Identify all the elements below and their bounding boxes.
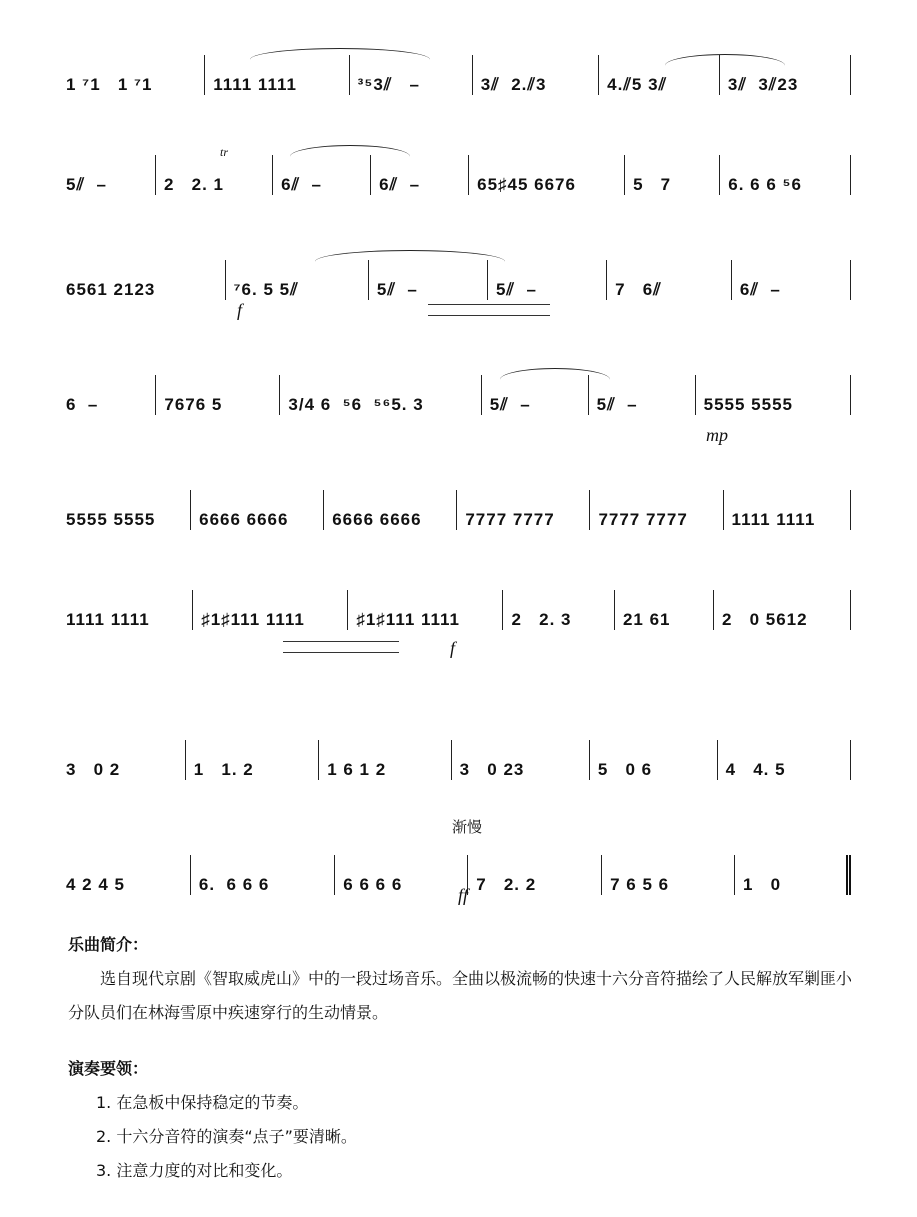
slur bbox=[665, 54, 785, 77]
measure: 2 0 5612 bbox=[714, 590, 851, 630]
tip-item: 2. 十六分音符的演奏“点子”要清晰。 bbox=[96, 1127, 357, 1146]
tips-heading: 演奏要领： bbox=[68, 1059, 149, 1078]
measure: 7 2. 2 bbox=[468, 855, 602, 895]
trill-marking: tr bbox=[220, 145, 229, 159]
dynamic-mezzo-piano: mp bbox=[706, 425, 728, 445]
measure: 4 4. 5 bbox=[718, 740, 851, 780]
tip-item: 3. 注意力度的对比和变化。 bbox=[96, 1161, 293, 1180]
measure: 3/4 6 ⁵6 ⁵⁶5. 3 bbox=[280, 375, 481, 415]
measure: 4 2 4 5 bbox=[66, 855, 191, 895]
measure: 5⫽ – bbox=[488, 260, 607, 300]
slur bbox=[290, 145, 410, 168]
measure: 7676 5 bbox=[156, 375, 280, 415]
score-line bbox=[66, 740, 851, 780]
measure: 5555 5555 bbox=[696, 375, 851, 415]
measure: 6. 6 6 6 bbox=[191, 855, 335, 895]
measure: 5 0 6 bbox=[590, 740, 718, 780]
measure: 4.⫽5 3⫽ bbox=[599, 55, 720, 95]
measure: 7777 7777 bbox=[457, 490, 590, 530]
tip-item: 1. 在急板中保持稳定的节奏。 bbox=[96, 1093, 309, 1112]
measure: 1111 1111 bbox=[724, 490, 851, 530]
measure: 5⫽ – bbox=[66, 155, 156, 195]
measure: 65♯45 6676 bbox=[469, 155, 625, 195]
measure: 5555 5555 bbox=[66, 490, 191, 530]
measure: 6666 6666 bbox=[324, 490, 457, 530]
measure: 6. 6 6 ⁵6 bbox=[720, 155, 851, 195]
measure: 7 6⫽ bbox=[607, 260, 732, 300]
measure: 6⫽ – bbox=[732, 260, 851, 300]
measure: 1 ⁷1 1 ⁷1 bbox=[66, 55, 205, 95]
measure: 5⫽ – bbox=[589, 375, 696, 415]
slur bbox=[250, 48, 430, 71]
measure: 5⫽ – bbox=[369, 260, 488, 300]
diminuendo-hairpin bbox=[428, 304, 550, 316]
measure: 6⫽ – bbox=[273, 155, 371, 195]
measure: 1111 1111 bbox=[66, 590, 193, 630]
measure: ♯1♯111 1111 bbox=[348, 590, 503, 630]
measure: ♯1♯111 1111 bbox=[193, 590, 348, 630]
measure: 21 61 bbox=[615, 590, 714, 630]
slur bbox=[315, 250, 505, 273]
dynamic-forte-2: f bbox=[450, 638, 456, 658]
measure: 3 0 2 bbox=[66, 740, 186, 780]
measure: 2 2. 3 bbox=[503, 590, 614, 630]
crescendo-hairpin bbox=[283, 641, 399, 653]
measure: 7777 7777 bbox=[590, 490, 723, 530]
measure: ³⁵3⫽ – bbox=[350, 55, 473, 95]
measure: 5⫽ – bbox=[482, 375, 589, 415]
measure: 1 1. 2 bbox=[186, 740, 319, 780]
measure: 7 6 5 6 bbox=[602, 855, 735, 895]
slur bbox=[500, 368, 610, 391]
intro-text: 选自现代京剧《智取威虎山》中的一段过场音乐。全曲以极流畅的快速十六分音符描绘了人民解放军剿匪小分队员们在林海雪原中疾速穿行的生动情景。 bbox=[68, 969, 853, 1022]
score-line bbox=[66, 155, 851, 195]
dynamic-forte: f bbox=[237, 300, 243, 320]
measure: 6561 2123 bbox=[66, 260, 226, 300]
score-line bbox=[66, 375, 851, 415]
tempo-ritardando: 渐慢 bbox=[452, 819, 483, 836]
score-line bbox=[66, 590, 851, 630]
measure: 3⫽ 3⫽23 bbox=[720, 55, 851, 95]
measure: 1111 1111 bbox=[205, 55, 349, 95]
tips-section bbox=[68, 1052, 857, 1188]
measure: 2 2. 1 bbox=[156, 155, 273, 195]
measure: 1 6 1 2 bbox=[319, 740, 451, 780]
measure: 5 7 bbox=[625, 155, 720, 195]
score-line bbox=[66, 490, 851, 530]
measure: 3 0 23 bbox=[452, 740, 590, 780]
measure: 6 6 6 6 bbox=[335, 855, 468, 895]
measure: 3⫽ 2.⫽3 bbox=[473, 55, 599, 95]
measure: 6⫽ – bbox=[371, 155, 469, 195]
measure: 1 0 bbox=[735, 855, 851, 895]
intro-section bbox=[68, 928, 857, 1030]
measure: ⁷6. 5 5⫽ bbox=[226, 260, 369, 300]
dynamic-fortissimo: ff bbox=[458, 885, 469, 905]
intro-heading: 乐曲简介： bbox=[68, 935, 149, 954]
measure: 6 – bbox=[66, 375, 156, 415]
measure: 6666 6666 bbox=[191, 490, 324, 530]
